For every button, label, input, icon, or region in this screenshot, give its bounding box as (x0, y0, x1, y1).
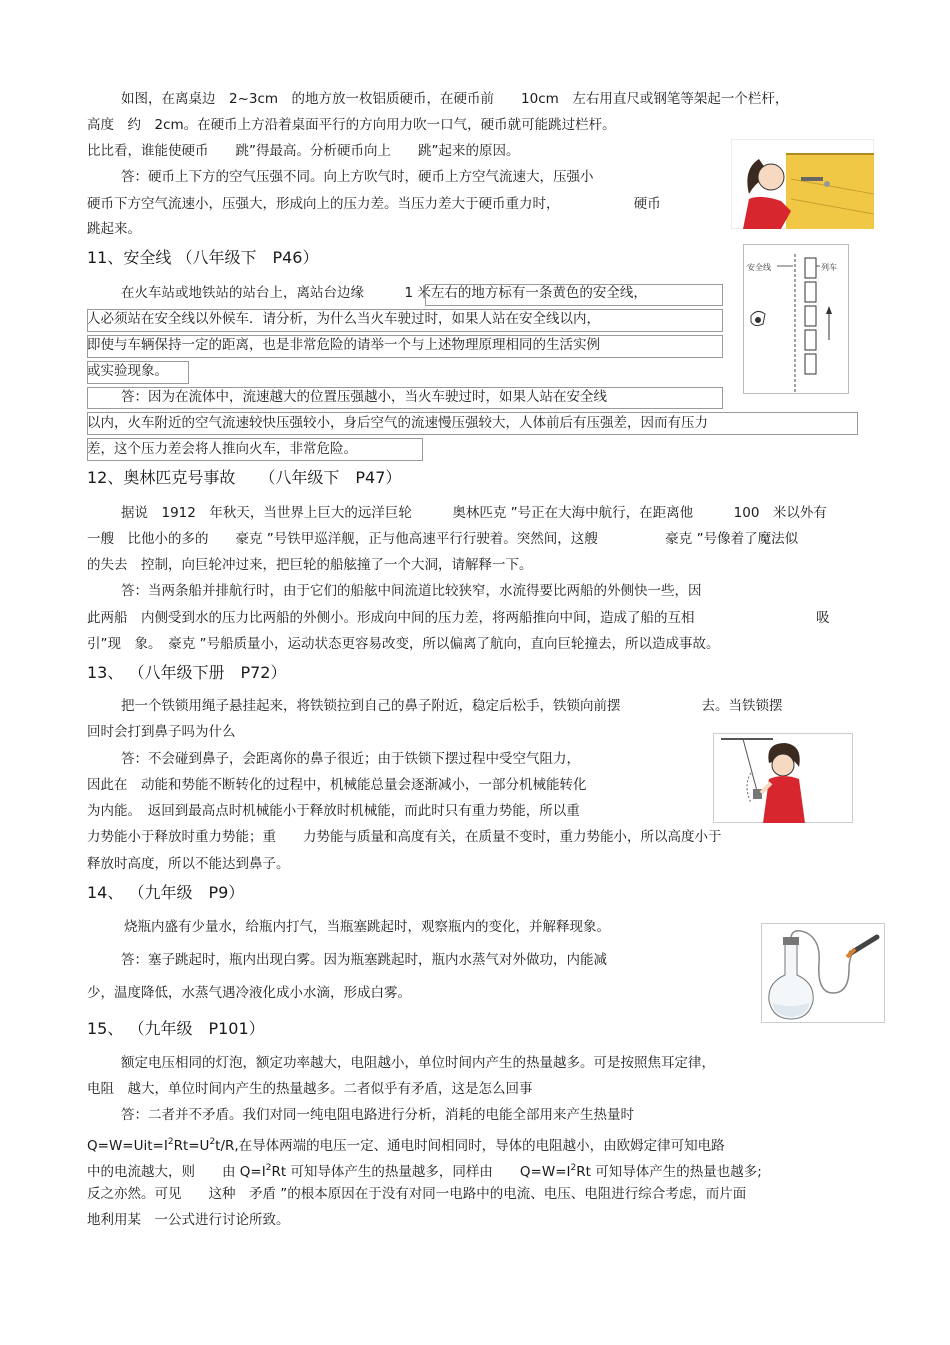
q12-line-3: 的失去 控制，向巨轮冲过来，把巨轮的船舷撞了一个大洞，请解释一下。 (87, 557, 533, 573)
q11-line-1: 在火车站或地铁站的站台上，离站台边缘 1 米左右的地方标有一条黄色的安全线， (121, 285, 647, 301)
q15-answer-5: 地利用某 一公式进行讨论所致。 (87, 1212, 290, 1228)
q14-heading: 14、 （九年级 P9） (87, 883, 245, 902)
q12-answer-3: 引”现 象。 豪克 ”号船质量小，运动状态更容易改变，所以偏离了航向，直向巨轮撞去，所以造成事故。 (87, 636, 720, 652)
text-frame (87, 438, 423, 461)
q15-line-2: 电阻 越大，单位时间内产生的热量越多。二者似乎有矛盾，这是怎么回事 (87, 1081, 533, 1097)
text-frame (87, 335, 723, 358)
q11-line-4: 或实验现象。 (87, 363, 168, 379)
text-frame (425, 284, 723, 306)
q10-line-1: 如图，在离桌边 2~3cm 的地方放一枚铝质硬币，在硬币前 10cm 左右用直尺或钢笔等架起一个栏杆， (121, 91, 789, 107)
safety-line-figure (743, 244, 849, 394)
q14-line-1: 烧瓶内盛有少量水，给瓶内打气，当瓶塞跳起时，观察瓶内的变化，并解释现象。 (124, 919, 610, 935)
q11-answer-3: 差，这个压力差会将人推向火车，非常危险。 (87, 441, 357, 457)
formula-part: Rt 可知导体产生的热量越多，同样由 Q=W=I (271, 1164, 571, 1180)
q12-line-2: 一艘 比他小的多的 豪克 ”号铁甲巡洋舰，正与他高速平行行驶着。突然间，这艘 豪克 ”号像着了魔法似 (87, 531, 799, 547)
q15-answer-1: 答：二者并不矛盾。我们对同一纯电阻电路进行分析，消耗的电能全部用来产生热量时 (121, 1107, 634, 1123)
q12-answer-1: 答：当两条船并排航行时，由于它们的船舷中间流道比较狭窄，水流得要比两船的外侧快一些，因 (121, 583, 702, 599)
q12-line-1: 据说 1912 年秋天，当世界上巨大的远洋巨轮 奥林匹克 ”号正在大海中航行，在距离他 100 米以外有 (121, 505, 827, 521)
q10-answer-2: 硬币下方空气流速小，压强大，形成向上的压力差。当压力差大于硬币重力时， 硬币 (87, 196, 661, 212)
q11-answer-1: 答：因为在流体中，流速越大的位置压强越小，当火车驶过时，如果人站在安全线 (121, 389, 607, 405)
formula-part: Rt=U (173, 1138, 210, 1154)
q13-answer-4: 力势能小于释放时重力势能；重 力势能与质量和高度有关，在质量不变时，重力势能小，所以高度小于 (87, 829, 722, 845)
q15-line-1: 额定电压相同的灯泡，额定功率越大，电阻越小，单位时间内产生的热量越多。可是按照焦耳定律， (121, 1055, 715, 1071)
q12-answer-2: 此两船 内侧受到水的压力比两船的外侧小。形成向中间的压力差，将两船推向中间，造成了船的互相 吸 (87, 610, 830, 626)
q11-line-2: 人必须站在安全线以外候车．请分析，为什么当火车驶过时，如果人站在安全线以内， (87, 311, 600, 327)
q12-heading: 12、奥林匹克号事故 （八年级下 P47） (87, 468, 402, 487)
q10-answer-3: 跳起来。 (87, 221, 141, 237)
pendulum-lock-figure (713, 733, 853, 823)
q14-answer-2: 少，温度降低，水蒸气遇冷液化成小水滴，形成白雾。 (87, 985, 411, 1001)
formula-part: 中的电流越大，则 由 Q=I (87, 1164, 266, 1180)
text-frame (87, 309, 723, 332)
exponent: 2 (167, 1137, 174, 1147)
q11-heading: 11、安全线 （八年级下 P46） (87, 248, 319, 267)
formula-part: Rt 可知导体产生的热量也越多; (576, 1164, 762, 1180)
text-frame (87, 412, 858, 435)
flask-pump-figure (761, 923, 885, 1023)
q11-line-3: 即使与车辆保持一定的距离，也是非常危险的请举一个与上述物理原理相同的生活实例 (87, 337, 600, 353)
text-frame (87, 387, 723, 409)
q13-line-1: 把一个铁锁用绳子悬挂起来，将铁锁拉到自己的鼻子附近，稳定后松手，铁锁向前摆 去。当铁锁摆 (121, 698, 783, 714)
q13-heading: 13、 （八年级下册 P72） (87, 663, 287, 682)
q15-formula-line (87, 1133, 725, 1155)
q13-answer-5: 释放时高度，所以不能达到鼻子。 (87, 856, 290, 872)
q13-answer-2: 因此在 动能和势能不断转化的过程中，机械能总量会逐渐减小，一部分机械能转化 (87, 777, 587, 793)
q10-line-2: 高度 约 2cm。在硬币上方沿着桌面平行的方向用力吹一口气，硬币就可能跳过栏杆。 (87, 117, 616, 133)
exponent: 2 (570, 1163, 577, 1173)
q15-answer-3 (87, 1159, 762, 1181)
formula-part: Q=W=Uit=I (87, 1138, 168, 1154)
q11-answer-2: 以内，火车附近的空气流速较快压强较小，身后空气的流速慢压强较大，人体前后有压强差，因而有压力 (87, 415, 708, 431)
q13-answer-1: 答：不会碰到鼻子，会距离你的鼻子很近；由于铁锁下摆过程中受空气阻力， (121, 751, 580, 767)
train-label: 列车 (821, 263, 837, 272)
q15-heading: 15、 （九年级 P101） (87, 1019, 265, 1038)
exponent: 2 (265, 1163, 272, 1173)
q10-line-3: 比比看，谁能使硬币 跳”得最高。分析硬币向上 跳”起来的原因。 (87, 143, 520, 159)
coin-blow-figure (731, 139, 874, 229)
text-frame (87, 361, 189, 384)
formula-part: t/R,在导体两端的电压一定、通电时间相同时，导体的电阻越小，由欧姆定律可知电路 (215, 1138, 725, 1154)
q14-answer-1: 答：塞子跳起时，瓶内出现白雾。因为瓶塞跳起时，瓶内水蒸气对外做功，内能减 (121, 952, 607, 968)
q13-answer-3: 为内能。 返回到最高点时机械能小于释放时机械能，而此时只有重力势能，所以重 (87, 803, 580, 819)
q10-answer-1: 答：硬币上下方的空气压强不同。向上方吹气时，硬币上方空气流速大，压强小 (121, 169, 594, 185)
q15-answer-4: 反之亦然。可见 这种 矛盾 ”的根本原因在于没有对同一电路中的电流、电压、电阻进行综合考虑，而片面 (87, 1186, 747, 1202)
q13-line-2: 回时会打到鼻子吗为什么 (87, 724, 236, 740)
safety-line-label: 安全线 (747, 263, 771, 272)
exponent: 2 (209, 1137, 216, 1147)
